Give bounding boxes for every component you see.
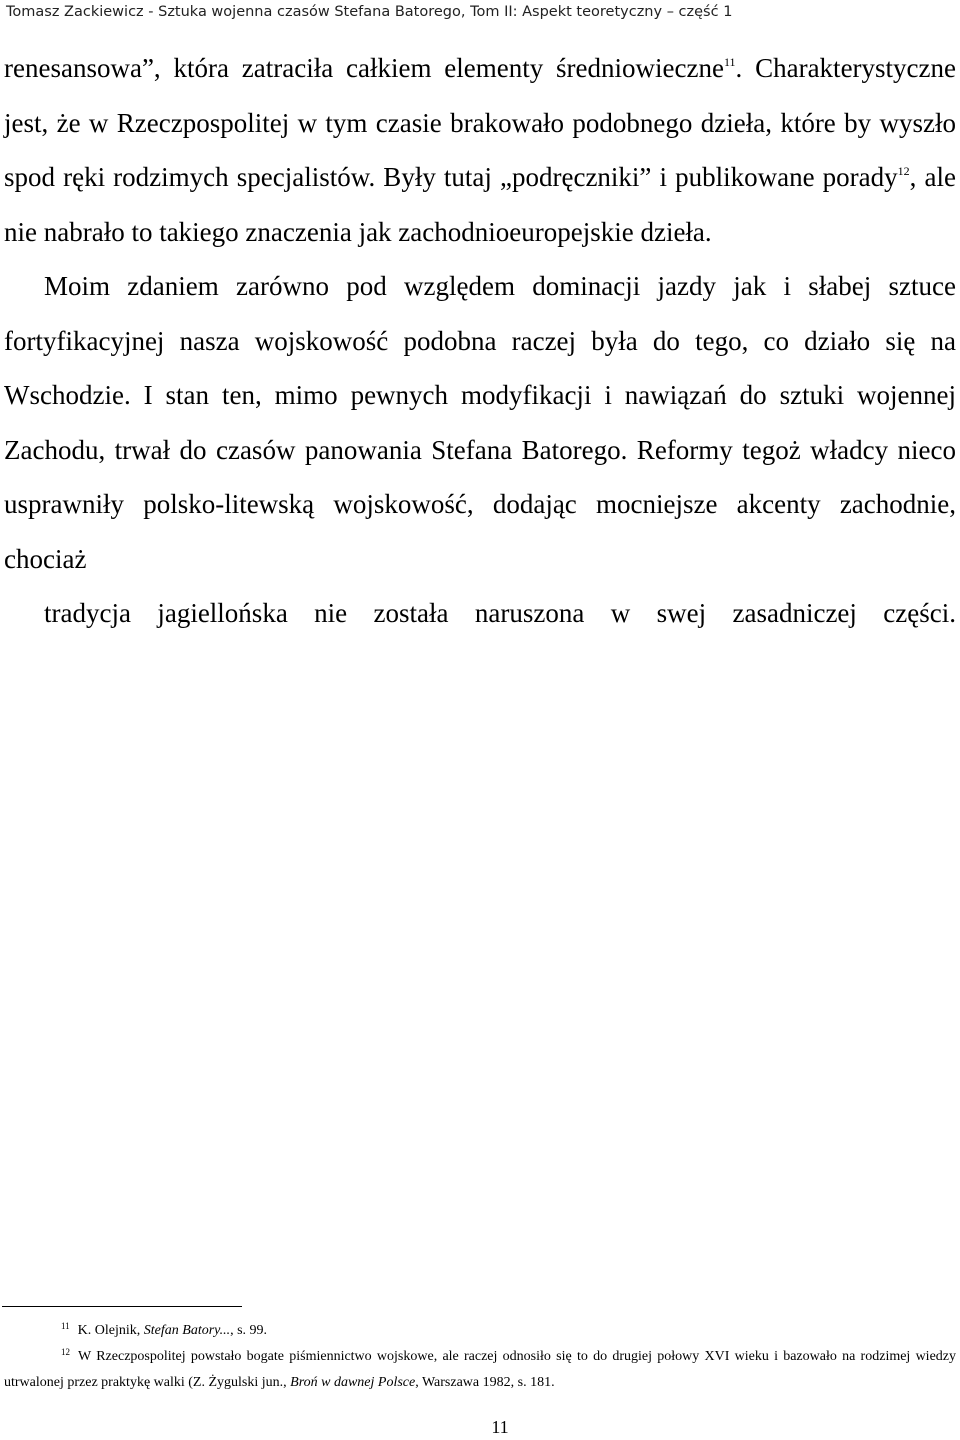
paragraph-2-text: Moim zdaniem zarówno pod względem dominacji jazdy jak i słabej sztuce fortyfikacyjnej nasza wojskowość podobna raczej była do tego, co działo się na Wschodzie. I stan ten, mimo pewnych modyfikacji i nawiązań do sztuki wojennej Zachodu, trwał do czasów panowania Stefana Batorego. Reformy tegoż władcy nieco usprawniły polsko-litewską wojskowość, dodając mocniejsze akcenty zachodnie, chociaż <box>4 271 956 574</box>
footnote-reference-12[interactable]: 12 <box>897 164 910 178</box>
paragraph-1-text-a: renesansowa”, która zatraciła całkiem elementy średniowieczne <box>4 53 724 83</box>
footnote-12 <box>4 1344 956 1396</box>
page-number: 11 <box>491 1417 509 1437</box>
footnotes <box>4 1318 956 1396</box>
footnote-12-rest: , Warszawa 1982, s. 181. <box>415 1375 555 1390</box>
footnote-11-number: 11 <box>61 1321 70 1331</box>
paragraph-1-text-c: , ale nie nabrało to takiego znaczenia jak zachodnioeuropejskie dzieła. <box>4 162 956 247</box>
main-text <box>4 41 956 641</box>
footnote-11-rest: , s. 99. <box>230 1323 268 1338</box>
paragraph-2-last-line: tradycja jagiellońska nie została naruszona w swej zasadniczej części. <box>44 598 956 628</box>
running-header: Tomasz Zackiewicz - Sztuka wojenna czasów Stefana Batorego, Tom II: Aspekt teoretyczny – część 1 <box>6 4 733 20</box>
footnote-12-number: 12 <box>61 1347 70 1357</box>
footnote-11-title: Stefan Batory... <box>143 1323 231 1338</box>
footnote-12-text: W Rzeczpospolitej powstało bogate piśmiennictwo wojskowe, ale raczej odnosiło się to do drugiej połowy XVI wieku i bazowało na rodzimej wiedzy utrwalonej przez praktykę walki (Z. Żygulski jun., <box>4 1349 956 1390</box>
footnote-reference-11[interactable]: 11 <box>723 55 736 69</box>
footnote-12-title: Broń w dawnej Polsce <box>290 1375 416 1390</box>
footnote-separator <box>2 1306 242 1307</box>
paragraph-1 <box>4 41 956 259</box>
paragraph-1-text-b: . Charakterystyczne jest, że w Rzeczpospolitej w tym czasie brakowało podobnego dzieła, które by wyszło spod ręki rodzimych specjalistów. Były tutaj „podręczniki” i publikowane porady <box>4 53 956 192</box>
footnote-11 <box>4 1318 956 1344</box>
paragraph-2 <box>4 259 956 641</box>
footnote-11-author: K. Olejnik, <box>77 1323 144 1338</box>
